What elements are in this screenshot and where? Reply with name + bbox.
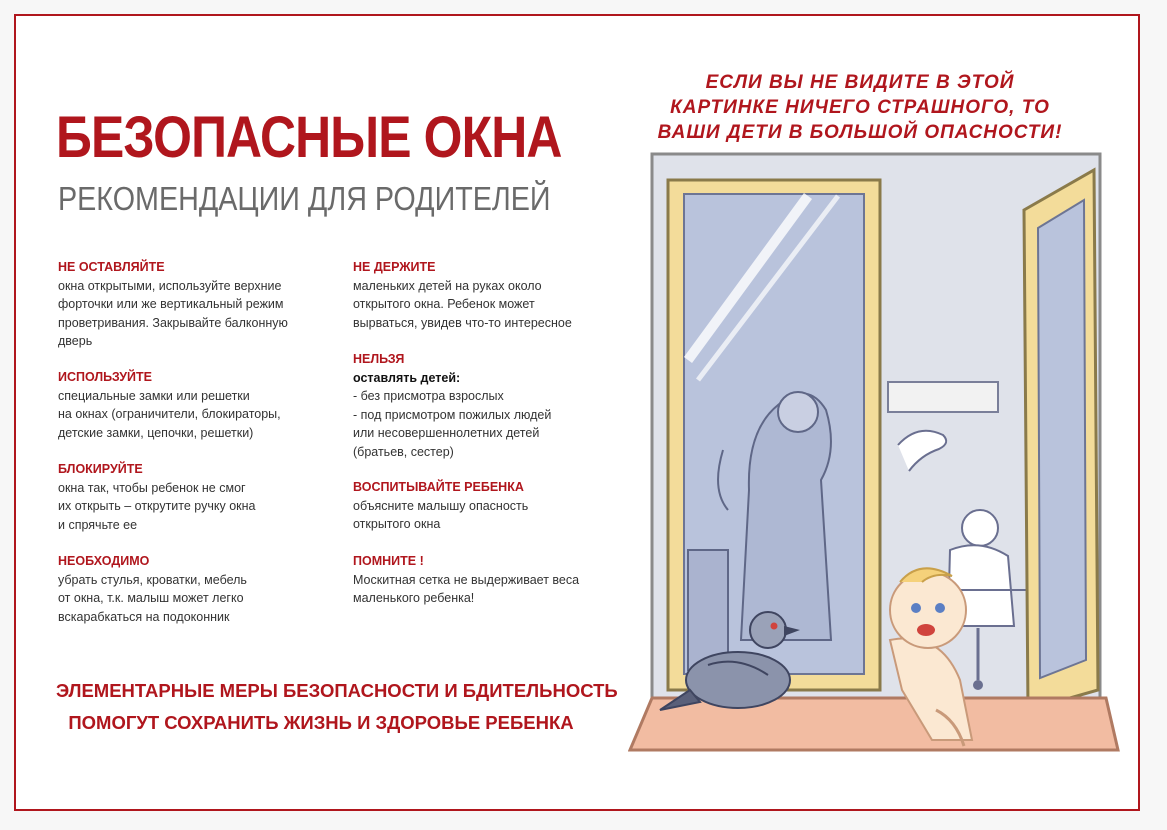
tip-block xyxy=(58,552,247,626)
tip-line: проветривания. Закрывайте балконную xyxy=(58,315,288,330)
window-sill xyxy=(630,698,1118,750)
tip-heading: ИСПОЛЬЗУЙТЕ xyxy=(58,370,152,384)
tip-line: дверь xyxy=(58,334,93,348)
tip-heading: ПОМНИТЕ ! xyxy=(353,554,424,568)
tip-heading: НЕ ОСТАВЛЯЙТЕ xyxy=(58,260,165,274)
warning-line: КАРТИНКЕ НИЧЕГО СТРАШНОГО, ТО xyxy=(670,97,1050,118)
tip-line: окна открытыми, используйте верхние xyxy=(58,278,282,293)
tip-line: - без присмотра взрослых xyxy=(353,389,504,403)
tip-block xyxy=(353,258,572,332)
tip-line: или несовершеннолетних детей xyxy=(353,426,540,440)
warning-text xyxy=(650,70,1070,145)
tip-block xyxy=(58,258,288,351)
tip-line: вырваться, увидев что-то интересное xyxy=(353,315,572,330)
tip-line: Москитная сетка не выдерживает веса xyxy=(353,572,580,587)
air-conditioner xyxy=(888,382,998,412)
tip-line: детские замки, цепочки, решетки) xyxy=(58,425,254,440)
tip-heading: НЕЛЬЗЯ xyxy=(353,352,405,366)
tip-line: от окна, т.к. малыш может легко xyxy=(58,591,244,605)
tip-heading: НЕОБХОДИМО xyxy=(58,554,150,568)
tip-line: маленького ребенка! xyxy=(353,591,475,605)
tip-line: маленьких детей на руках около xyxy=(353,278,542,293)
tip-line: окна так, чтобы ребенок не смог xyxy=(58,480,246,495)
tip-block xyxy=(353,552,579,608)
open-window-illustration xyxy=(628,150,1122,770)
tip-block xyxy=(353,350,551,461)
tip-line: их открыть – открутите ручку окна xyxy=(58,499,256,513)
tip-line: объясните малышу опасность xyxy=(353,498,529,513)
tip-line: убрать стулья, кроватки, мебель xyxy=(58,572,247,587)
page-title: БЕЗОПАСНЫЕ ОКНА xyxy=(56,105,562,170)
tip-line: открытого окна xyxy=(353,517,441,531)
tip-block xyxy=(58,368,281,442)
tip-line: специальные замки или решетки xyxy=(58,388,250,403)
tip-line: форточки или же вертикальный режим xyxy=(58,297,284,311)
tip-heading: НЕ ДЕРЖИТЕ xyxy=(353,260,436,274)
bottom-slogan-line-2: ПОМОГУТ СОХРАНИТЬ ЖИЗНЬ И ЗДОРОВЬЕ РЕБЕНКА xyxy=(68,712,574,733)
tip-line: на окнах (ограничители, блокираторы, xyxy=(58,407,281,421)
tip-line: (братьев, сестер) xyxy=(353,444,454,459)
warning-line: ЕСЛИ ВЫ НЕ ВИДИТЕ В ЭТОЙ xyxy=(705,72,1015,93)
bottom-slogan-line-1: ЭЛЕМЕНТАРНЫЕ МЕРЫ БЕЗОПАСНОСТИ И БДИТЕЛЬНОСТЬ xyxy=(56,680,618,701)
tip-line: - под присмотром пожилых людей xyxy=(353,407,552,422)
warning-line: ВАШИ ДЕТИ В БОЛЬШОЙ ОПАСНОСТИ! xyxy=(657,122,1063,143)
right-window-sash xyxy=(1024,170,1098,710)
tip-heading: БЛОКИРУЙТЕ xyxy=(58,462,143,476)
tip-line: открытого окна. Ребенок может xyxy=(353,297,535,311)
tip-heading: ВОСПИТЫВАЙТЕ РЕБЕНКА xyxy=(353,480,524,494)
page-subtitle: РЕКОМЕНДАЦИИ ДЛЯ РОДИТЕЛЕЙ xyxy=(58,180,551,217)
tip-block xyxy=(353,478,528,534)
tip-line: вскарабкаться на подоконник xyxy=(58,609,230,624)
tip-line: и спрячьте ее xyxy=(58,517,138,532)
tip-block xyxy=(58,460,255,534)
tip-subheading: оставлять детей: xyxy=(353,370,461,385)
